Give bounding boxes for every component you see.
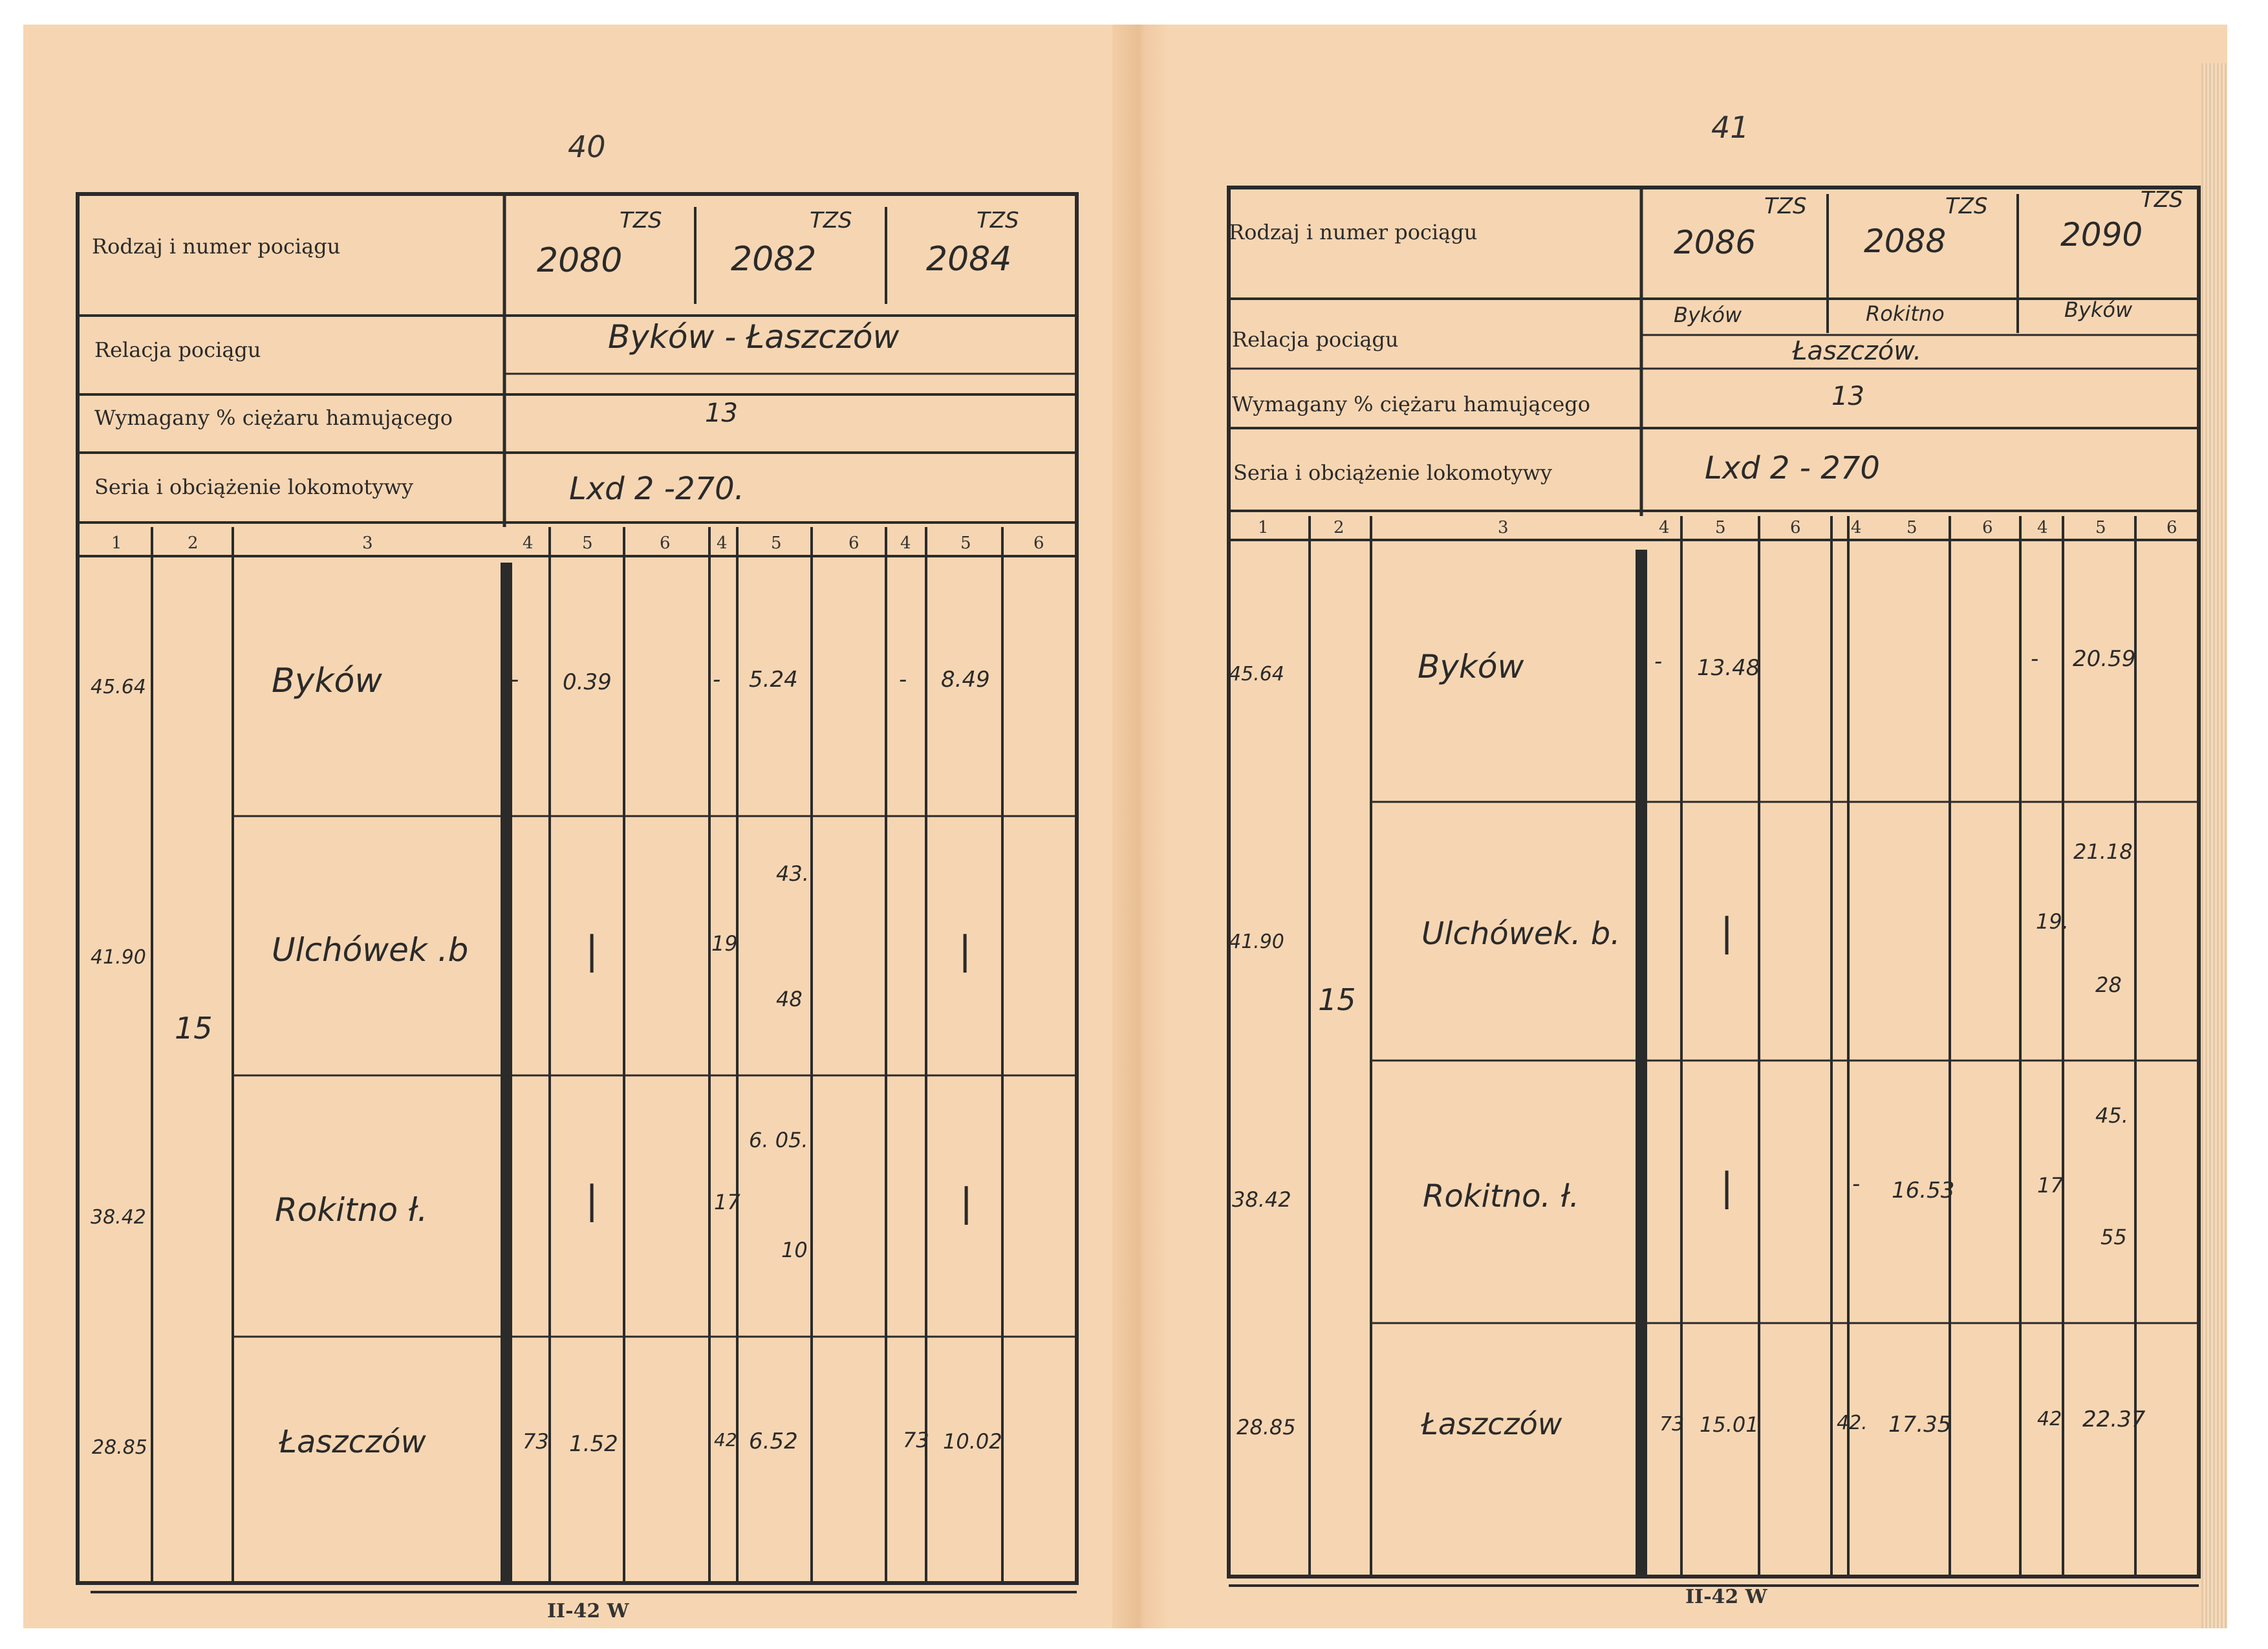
time-cell: 19.	[2036, 909, 2069, 934]
relation-value: Byków - Łaszczów	[608, 318, 900, 356]
col-number: 6	[1790, 518, 1801, 537]
time-cell: 15.01	[1700, 1412, 1759, 1437]
page-number-right: 41	[1711, 110, 1749, 145]
pass-through-mark: |	[960, 1180, 973, 1225]
time-cell: 17	[2037, 1173, 2064, 1198]
col-number: 4	[523, 534, 534, 553]
time-cell: 48	[776, 987, 803, 1011]
col-number: 6	[848, 534, 859, 553]
col-number: 2	[1334, 518, 1345, 537]
train-label: Rodzaj i numer pociągu	[92, 234, 341, 259]
train-number: 2086	[1674, 224, 1756, 261]
footer-code-left: II-42 W	[547, 1600, 629, 1622]
time-cell: 8.49	[941, 667, 990, 693]
station-km: 41.90	[91, 946, 146, 969]
time-cell: -	[899, 667, 907, 693]
train-type: TZS	[810, 208, 852, 233]
time-cell: 20.59	[2073, 646, 2136, 672]
pass-through-mark: |	[958, 928, 972, 973]
loco-label: Seria i obciążenie lokomotywy	[94, 475, 413, 499]
time-cell: -	[2031, 646, 2039, 672]
station-name: Rokitno ł.	[275, 1191, 428, 1229]
col-number: 6	[1982, 518, 1993, 537]
time-cell: -	[511, 667, 519, 693]
station-name: Byków	[272, 662, 382, 700]
brake-label: Wymagany % ciężaru hamującego	[94, 405, 453, 430]
relation-from: Byków	[1674, 303, 1742, 327]
col-number: 6	[2166, 518, 2177, 537]
brake-label: Wymagany % ciężaru hamującego	[1232, 392, 1591, 416]
station-name: Rokitno. ł.	[1423, 1178, 1580, 1214]
time-cell: -	[713, 667, 721, 693]
station-name: Łaszczów	[279, 1424, 426, 1460]
time-cell: 10.02	[943, 1429, 1002, 1454]
time-cell: 17	[714, 1190, 740, 1214]
col-number: 4	[900, 534, 911, 553]
time-cell: 43.	[776, 861, 809, 886]
loco-label: Seria i obciążenie lokomotywy	[1233, 460, 1552, 485]
train-number: 2084	[926, 240, 1012, 279]
pass-through-mark: |	[585, 1178, 599, 1223]
time-cell: 17.35	[1888, 1412, 1952, 1438]
time-cell: 6.52	[749, 1428, 798, 1454]
train-type: TZS	[1764, 193, 1807, 219]
page-number-left: 40	[568, 129, 606, 164]
time-cell: 73	[1659, 1413, 1685, 1436]
station-km: 28.85	[92, 1436, 147, 1459]
col-number: 6	[660, 534, 671, 553]
time-cell: 13.48	[1697, 655, 1760, 681]
footer-code-right: II-42 W	[1685, 1586, 1767, 1608]
time-cell: 42	[2037, 1408, 2062, 1430]
loco-value: Lxd 2 -270.	[569, 471, 744, 507]
pass-through-mark: |	[585, 928, 599, 973]
time-cell: -	[1654, 649, 1663, 674]
col-number: 5	[1906, 518, 1917, 537]
col-number: 4	[717, 534, 728, 553]
col-number: 5	[1715, 518, 1726, 537]
train-type: TZS	[2141, 187, 2183, 213]
station-name: Ulchówek. b.	[1421, 916, 1621, 952]
col-number: 1	[111, 534, 122, 553]
pass-through-mark: |	[1720, 910, 1734, 955]
station-km: 38.42	[1232, 1187, 1291, 1212]
time-cell: 73	[523, 1429, 549, 1454]
col-number: 5	[771, 534, 782, 553]
relation-label: Relacja pociągu	[1232, 327, 1399, 352]
col-number: 5	[582, 534, 593, 553]
station-km: 28.85	[1237, 1415, 1296, 1439]
col-number: 5	[960, 534, 971, 553]
time-cell: 55	[2101, 1225, 2127, 1249]
train-number: 2090	[2060, 216, 2143, 253]
time-cell: 16.53	[1892, 1178, 1955, 1203]
station-name: Byków	[1418, 648, 1524, 685]
col-number: 2	[188, 534, 199, 553]
time-cell: 42.	[1837, 1412, 1868, 1434]
relation-from: Rokitno	[1866, 301, 1945, 326]
train-type: TZS	[977, 208, 1019, 233]
time-cell: 6. 05.	[749, 1128, 808, 1152]
brake-value: 13	[705, 398, 738, 428]
time-cell: 1.52	[569, 1431, 618, 1457]
loco-value: Lxd 2 - 270	[1705, 450, 1880, 486]
col-number: 4	[1659, 518, 1670, 537]
time-cell: 21.18	[2073, 839, 2133, 864]
segment-minutes: 15	[175, 1011, 213, 1046]
segment-minutes: 15	[1318, 982, 1356, 1017]
col-number: 5	[2095, 518, 2106, 537]
col-number: 6	[1033, 534, 1044, 553]
train-label: Rodzaj i numer pociągu	[1229, 220, 1478, 244]
time-cell: 19	[711, 931, 738, 956]
time-cell: 45.	[2095, 1103, 2128, 1128]
train-type: TZS	[1945, 193, 1988, 219]
time-cell: -	[1852, 1171, 1861, 1197]
col-number: 4	[2037, 518, 2048, 537]
station-name: Ulchówek .b	[272, 931, 469, 969]
train-type: TZS	[620, 208, 662, 233]
time-cell: 22.37	[2082, 1406, 2146, 1432]
time-cell: 73	[903, 1428, 929, 1452]
relation-from: Byków	[2064, 297, 2133, 322]
col-number: 4	[1851, 518, 1862, 537]
station-km: 38.42	[91, 1206, 146, 1229]
relation-value: Łaszczów.	[1793, 336, 1922, 366]
col-number: 3	[1498, 518, 1509, 537]
train-number: 2082	[731, 240, 817, 279]
time-cell: 5.24	[749, 667, 798, 693]
train-number: 2080	[537, 241, 623, 280]
time-cell: 0.39	[563, 669, 612, 695]
time-cell: 28	[2095, 973, 2122, 997]
time-cell: 42	[714, 1429, 737, 1450]
station-name: Łaszczów	[1421, 1406, 1562, 1441]
relation-label: Relacja pociągu	[94, 338, 261, 362]
time-cell: 10	[781, 1238, 808, 1262]
col-number: 3	[362, 534, 373, 553]
station-km: 45.64	[1229, 663, 1284, 685]
station-km: 41.90	[1229, 931, 1284, 953]
station-km: 45.64	[91, 676, 146, 698]
pass-through-mark: |	[1720, 1165, 1734, 1210]
train-number: 2088	[1864, 222, 1947, 260]
col-number: 1	[1258, 518, 1269, 537]
brake-value: 13	[1831, 382, 1864, 411]
